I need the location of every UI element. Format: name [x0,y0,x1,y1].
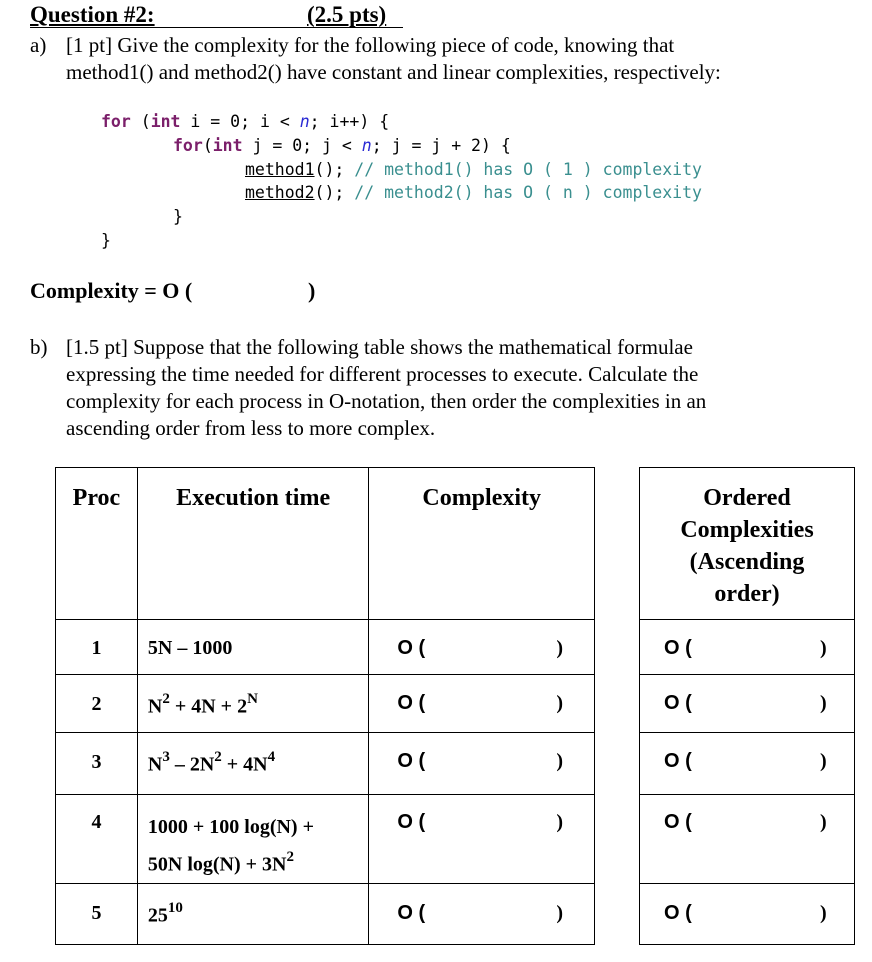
expr-term: + 4N + 2 [169,695,248,718]
exec-cell [137,795,369,884]
o-open: O ( [664,902,692,924]
keyword-for: for [173,136,203,155]
ordered-cell [640,884,855,945]
proc-cell [56,795,138,884]
exec-cell [137,733,369,795]
expr-term: N [147,753,163,776]
complexity-label: Complexity = O ( [30,278,193,303]
exec-cell [137,884,369,945]
complexity-cell [369,620,595,675]
process-table [55,467,595,945]
expr-exponent: 2 [214,749,222,765]
part-a-line1: [1 pt] Give the complexity for the following piece of code, knowing that [66,33,675,57]
code-line-inner-for [173,136,511,155]
o-open: O ( [397,637,426,659]
part-b-line: [1.5 pt] Suppose that the following table shows the mathematical formulae [66,335,693,359]
ordered-table [639,467,855,945]
table-row [56,675,595,733]
code-text: i = 0; i < [180,112,300,131]
o-open: O ( [397,692,426,714]
o-close: ) [820,811,827,833]
table-row [56,795,595,884]
expr-exponent: N [247,691,258,707]
keyword-int: int [150,112,181,131]
expr-term: 50N log(N) + 3N [147,853,287,876]
code-line-outer-for [101,112,389,131]
o-open: O ( [397,750,426,772]
exec-cell [137,620,369,675]
o-open: O ( [664,811,692,833]
code-text: ( [130,112,151,131]
ordered-header-line: order) [714,581,780,607]
exec-header: Execution time [176,485,331,511]
expr-term: 25 [147,904,168,927]
ordered-cell [640,675,855,733]
ordered-header-row [640,468,855,620]
ordered-header [640,468,854,610]
variable-n: n [299,112,310,131]
ordered-header-line: Complexities [680,517,814,543]
ordered-row [640,733,855,795]
code-text: ; j = j + 2) { [371,136,511,155]
o-close: ) [556,902,564,924]
o-open: O ( [664,637,692,659]
proc-number: 2 [91,693,102,715]
complexity-cell [369,884,595,945]
method2-call: method2 [245,183,315,202]
proc-number: 4 [91,811,102,833]
expr-exponent: 10 [167,900,183,916]
complexity-cell [369,795,595,884]
ordered-row [640,675,855,733]
question-points: (2.5 pts) [307,2,387,27]
o-open: O ( [397,811,426,833]
table-row [56,733,595,795]
part-b-line: expressing the time needed for different processes to execute. Calculate the [66,362,699,386]
proc-cell [56,620,138,675]
expr-exponent: 2 [162,691,170,707]
ordered-header-cell [640,468,855,620]
header-underline [30,27,403,28]
complexity-cell [369,733,595,795]
expr-term: N [147,695,163,718]
table-header-row [56,468,595,620]
expr-line: 1000 + 100 log(N) + [147,816,314,838]
part-b-line: complexity for each process in O-notation, then order the complexities in an [66,389,707,413]
part-a-marker: a) [30,33,47,57]
exec-expression [138,675,369,719]
expr-term: + 4N [221,753,268,776]
part-a [0,32,872,92]
o-close: ) [820,637,827,659]
expr-exponent: 4 [267,749,276,765]
code-text: (); [314,160,345,179]
proc-cell [56,733,138,795]
proc-header: Proc [72,485,121,511]
exec-header-cell [137,468,369,620]
code-text: j = 0; j < [242,136,362,155]
o-close: ) [556,811,564,833]
proc-cell [56,884,138,945]
proc-number: 3 [91,751,102,773]
method1-call: method1 [245,160,315,179]
exec-expression [138,884,369,928]
part-b-marker: b) [30,335,48,359]
code-line-method1 [245,160,702,179]
o-close: ) [820,692,827,714]
proc-header-cell [56,468,138,620]
o-close: ) [820,750,827,772]
code-close-inner: } [173,207,183,226]
part-a-line2: method1() and method2() have constant and linear complexities, respectively: [66,60,721,84]
code-text: ; i++) { [309,112,390,131]
code-comment: // method2() has O ( n ) complexity [344,183,702,202]
code-comment: // method1() has O ( 1 ) complexity [344,160,702,179]
o-open: O ( [664,750,692,772]
table-row [56,620,595,675]
ordered-cell [640,620,855,675]
part-b-line: ascending order from less to more complex. [66,416,436,440]
o-close: ) [556,692,564,714]
keyword-for: for [101,112,131,131]
keyword-int: int [212,136,243,155]
proc-number: 5 [91,902,102,924]
exec-cell [137,675,369,733]
o-close: ) [556,637,564,659]
complexity-header: Complexity [422,485,542,511]
code-text: (); [314,183,345,202]
expr-line [148,843,369,881]
expr-term: – 2N [169,753,215,776]
exec-expression [138,795,369,881]
o-close: ) [556,750,564,772]
proc-number: 1 [91,637,102,659]
expr-exponent: 3 [162,749,170,765]
proc-cell [56,675,138,733]
ordered-header-line: (Ascending [689,549,805,575]
code-close-outer: } [101,231,111,250]
question-title: Question #2: [30,2,155,27]
complexity-header-cell [369,468,595,620]
table-row [56,884,595,945]
ordered-row [640,620,855,675]
exec-expression [138,733,369,777]
exec-expression: 5N – 1000 [147,637,233,659]
complexity-cell [369,675,595,733]
ordered-row [640,795,855,884]
o-open: O ( [397,902,426,924]
expr-exponent: 2 [286,849,294,865]
o-open: O ( [664,692,692,714]
o-close: ) [820,902,827,924]
ordered-header-line: Ordered [703,485,791,511]
ordered-cell [640,795,855,884]
ordered-cell [640,733,855,795]
ordered-row [640,884,855,945]
part-b [0,334,872,444]
complexity-close: ) [308,278,316,303]
code-text: ( [202,136,213,155]
code-line-method2 [245,183,702,202]
variable-n: n [361,136,372,155]
